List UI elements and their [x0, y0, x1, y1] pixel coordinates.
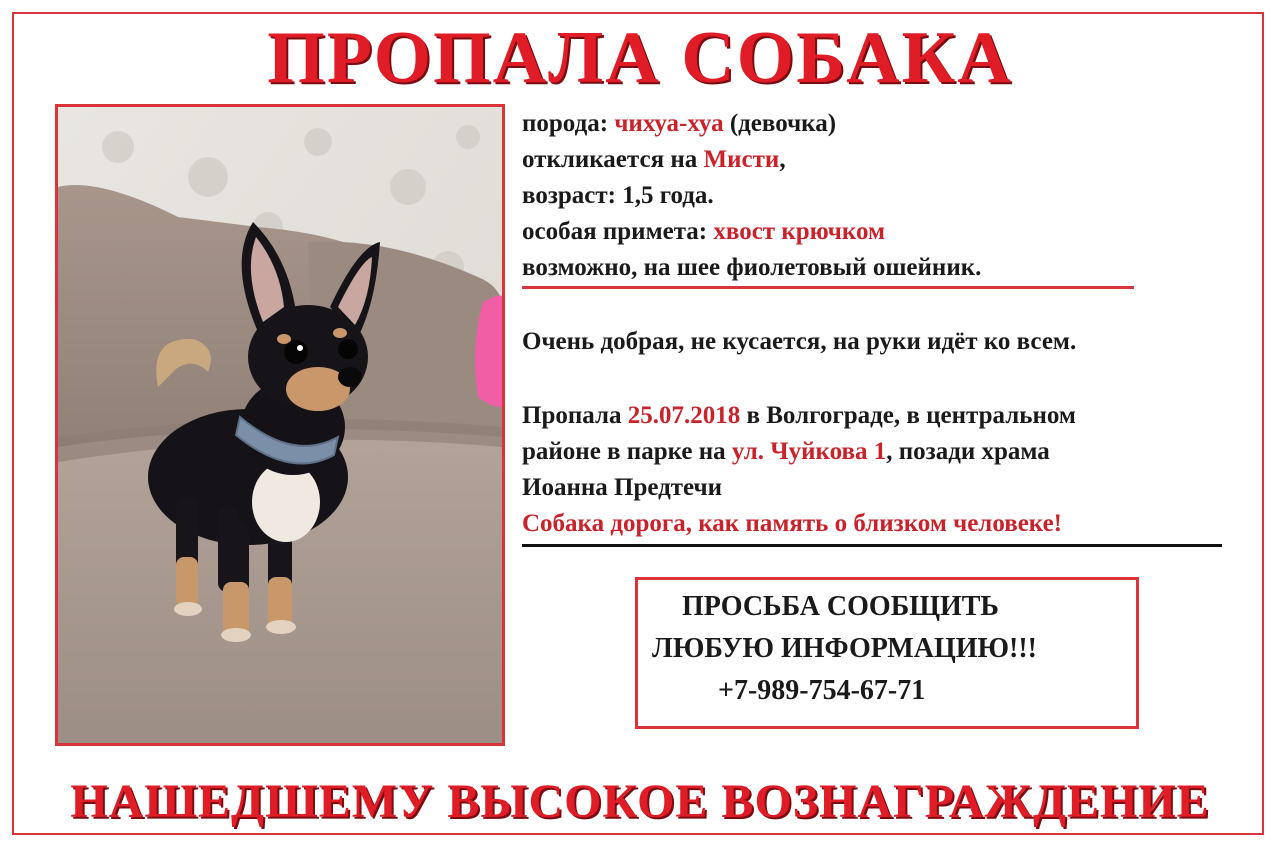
feature-line: особая примета: хвост крючком — [522, 218, 886, 245]
lost-date: 25.07.2018 — [627, 402, 741, 429]
reward-footer: НАШЕДШЕМУ ВЫСОКОЕ ВОЗНАГРАЖДЕНИЕ — [70, 775, 1210, 828]
lost-line-1: Пропала 25.07.2018 в Волгограде, в центральном — [522, 402, 1076, 429]
lost-line-2: районе в парке на ул. Чуйкова 1, позади храма — [522, 438, 1050, 465]
chihuahua-photo — [58, 107, 502, 743]
contact-box — [635, 577, 1139, 729]
age-line: возраст: 1,5 года. — [522, 182, 714, 209]
dog-name: Мисти — [703, 146, 780, 173]
name-line: откликается на Мисти, — [522, 146, 786, 173]
breed-line: порода: чихуа-хуа (девочка) — [522, 110, 837, 137]
dog-photo — [55, 104, 505, 746]
phone-number[interactable]: +7-989-754-67-71 — [718, 675, 926, 706]
lost-street: ул. Чуйкова 1 — [731, 438, 887, 465]
breed-value: чихуа-хуа — [614, 110, 724, 137]
black-underline — [522, 544, 1222, 547]
contact-info-request: ЛЮБУЮ ИНФОРМАЦИЮ!!! — [652, 633, 1037, 664]
contact-request: ПРОСЬБА СООБЩИТЬ — [682, 591, 999, 622]
poster-title: ПРОПАЛА СОБАКА — [267, 17, 1013, 99]
red-underline — [522, 286, 1134, 289]
lost-line-3: Иоанна Предтечи — [522, 474, 723, 501]
temper-line: Очень добрая, не кусается, на руки идёт ко всем. — [522, 328, 1077, 355]
dear-line: Собака дорога, как память о близком человеке! — [522, 510, 1063, 537]
collar-line: возможно, на шее фиолетовый ошейник. — [522, 254, 982, 281]
feature-value: хвост крючком — [713, 218, 886, 245]
